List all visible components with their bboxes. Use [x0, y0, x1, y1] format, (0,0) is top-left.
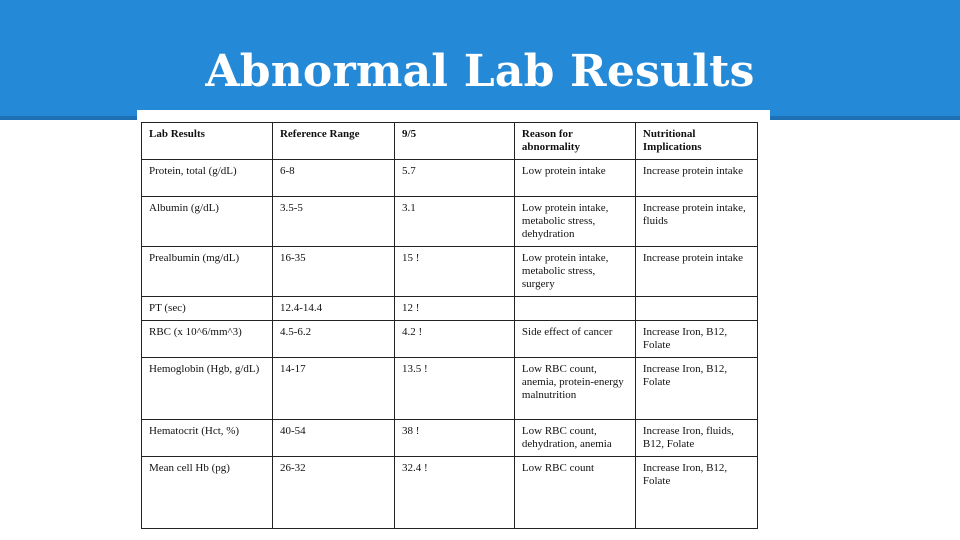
table-row [142, 321, 758, 358]
header-lab-results: Lab Results [142, 123, 273, 160]
table-row [142, 247, 758, 297]
cell-implication: Increase Iron, B12, Folate [635, 358, 757, 420]
cell-reason: Low RBC count, dehydration, anemia [514, 420, 635, 457]
table-row [142, 457, 758, 529]
cell-value: 13.5 ! [395, 358, 515, 420]
cell-implication: Increase protein intake [635, 160, 757, 197]
cell-value: 32.4 ! [395, 457, 515, 529]
table-row [142, 358, 758, 420]
header-reason-for-abnormality: Reason for abnormality [514, 123, 635, 160]
cell-lab-name: Hemoglobin (Hgb, g/dL) [142, 358, 273, 420]
cell-value: 5.7 [395, 160, 515, 197]
cell-reference-range: 6-8 [272, 160, 394, 197]
cell-reason: Low RBC count, anemia, protein-energy malnutrition [514, 358, 635, 420]
cell-value: 4.2 ! [395, 321, 515, 358]
cell-reference-range: 12.4-14.4 [272, 297, 394, 321]
cell-reference-range: 4.5-6.2 [272, 321, 394, 358]
cell-implication [635, 297, 757, 321]
header-date-9-5: 9/5 [395, 123, 515, 160]
cell-reference-range: 14-17 [272, 358, 394, 420]
table-row [142, 197, 758, 247]
cell-value: 12 ! [395, 297, 515, 321]
cell-implication: Increase Iron, B12, Folate [635, 321, 757, 358]
cell-reason [514, 297, 635, 321]
table-row [142, 420, 758, 457]
cell-lab-name: Prealbumin (mg/dL) [142, 247, 273, 297]
lab-results-table [141, 122, 758, 529]
cell-reference-range: 3.5-5 [272, 197, 394, 247]
cell-value: 15 ! [395, 247, 515, 297]
cell-lab-name: PT (sec) [142, 297, 273, 321]
cell-reason: Low RBC count [514, 457, 635, 529]
table-row [142, 160, 758, 197]
cell-reference-range: 26-32 [272, 457, 394, 529]
cell-reference-range: 40-54 [272, 420, 394, 457]
cell-reason: Low protein intake, metabolic stress, surgery [514, 247, 635, 297]
cell-value: 3.1 [395, 197, 515, 247]
cell-lab-name: Hematocrit (Hct, %) [142, 420, 273, 457]
table-header-row [142, 123, 758, 160]
cell-lab-name: RBC (x 10^6/mm^3) [142, 321, 273, 358]
cell-lab-name: Albumin (g/dL) [142, 197, 273, 247]
cell-lab-name: Mean cell Hb (pg) [142, 457, 273, 529]
cell-implication: Increase Iron, fluids, B12, Folate [635, 420, 757, 457]
cell-implication: Increase protein intake [635, 247, 757, 297]
header-nutritional-implications: Nutritional Implications [635, 123, 757, 160]
lab-results-table-image [137, 110, 770, 540]
header-reference-range: Reference Range [272, 123, 394, 160]
cell-value: 38 ! [395, 420, 515, 457]
cell-reason: Side effect of cancer [514, 321, 635, 358]
cell-reference-range: 16-35 [272, 247, 394, 297]
table-row [142, 297, 758, 321]
slide-title: Abnormal Lab Results [205, 46, 755, 97]
cell-implication: Increase protein intake, fluids [635, 197, 757, 247]
cell-lab-name: Protein, total (g/dL) [142, 160, 273, 197]
cell-implication: Increase Iron, B12, Folate [635, 457, 757, 529]
cell-reason: Low protein intake [514, 160, 635, 197]
cell-reason: Low protein intake, metabolic stress, dehydration [514, 197, 635, 247]
